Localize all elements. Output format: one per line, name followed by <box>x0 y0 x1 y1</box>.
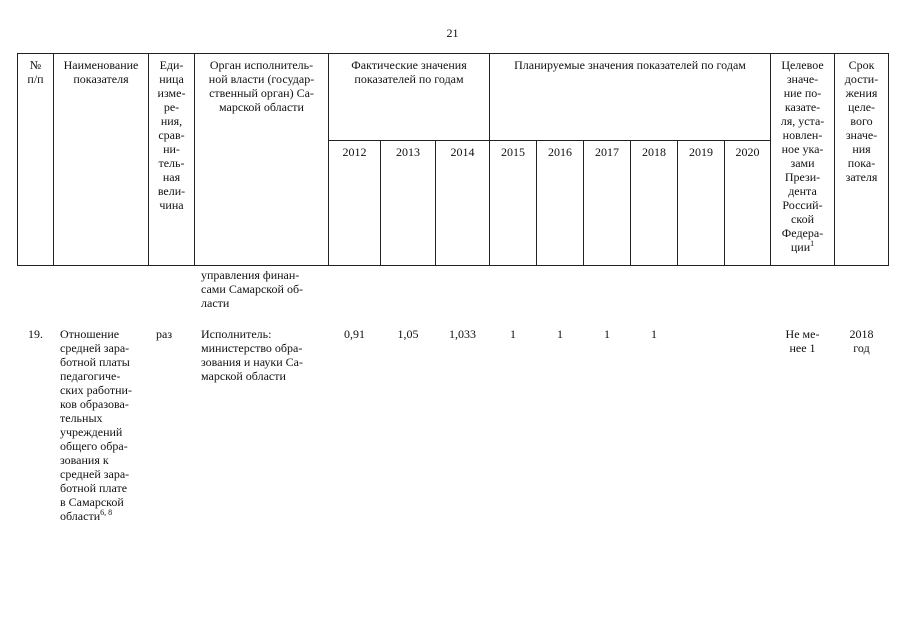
header-name: Наименование показателя <box>63 58 139 86</box>
actual-value-2012: 0,91 <box>344 327 365 341</box>
header-planned-values: Планируемые значения показателей по годам <box>514 58 746 72</box>
row-organ: Исполнитель: министерство обра- зования и науки Са- марской области <box>201 327 304 383</box>
header-target-footnote: 1 <box>810 239 815 248</box>
header-organ: Орган исполнитель- ной власти (государ- ственный орган) Са- марской области <box>208 58 315 114</box>
row-indicator-name <box>60 327 148 523</box>
row-indicator-name-text: Отношение средней зара- ботной платы педагогиче- ских работни- ков образова- тельных учреждений общего обра- зования к средней зара- ботной плате в Самарской области <box>60 327 132 523</box>
year-2016: 2016 <box>548 145 572 159</box>
organ-continuation: управления финан- сами Самарской об- ласти <box>201 268 304 310</box>
page-number: 21 <box>446 26 459 40</box>
header-target <box>771 58 834 254</box>
row-indicator-footnote: 6, 8 <box>100 508 113 517</box>
year-2014: 2014 <box>450 145 475 159</box>
col-border-15 <box>888 53 889 266</box>
year-2012: 2012 <box>342 145 367 159</box>
year-2018: 2018 <box>642 145 666 159</box>
year-2013: 2013 <box>396 145 420 159</box>
row-unit: раз <box>156 327 173 341</box>
header-num: № п/п <box>27 58 44 86</box>
year-2020: 2020 <box>735 145 760 159</box>
row-target: Не ме- нее 1 <box>785 327 820 355</box>
actual-value-2014: 1,033 <box>449 327 476 341</box>
row-num: 19. <box>28 327 43 341</box>
header-unit: Еди- ница изме- ре- ния, срав- ни- тель- ная вели- чина <box>157 58 186 212</box>
year-2019: 2019 <box>689 145 713 159</box>
header-actual-values: Фактические значения показателей по годам <box>351 58 467 86</box>
planned-value-2018: 1 <box>651 327 657 341</box>
planned-value-2016: 1 <box>557 327 563 341</box>
col-border-7 <box>489 53 490 266</box>
planned-value-2015: 1 <box>510 327 516 341</box>
header-deadline: Срок дости- жения целе- вого значе- ния пока- зателя <box>844 58 879 184</box>
year-2015: 2015 <box>501 145 525 159</box>
actual-value-2013: 1,05 <box>397 327 419 341</box>
row-deadline: 2018 год <box>849 327 874 355</box>
planned-value-2017: 1 <box>604 327 610 341</box>
year-2017: 2017 <box>595 145 619 159</box>
header-target-text: Целевое значе- ние по- казате- ля, уста- новлен- ное ука- зами Прези- дента Россий- ской Федера- ции <box>780 58 825 254</box>
year-row-top-border <box>328 140 770 141</box>
